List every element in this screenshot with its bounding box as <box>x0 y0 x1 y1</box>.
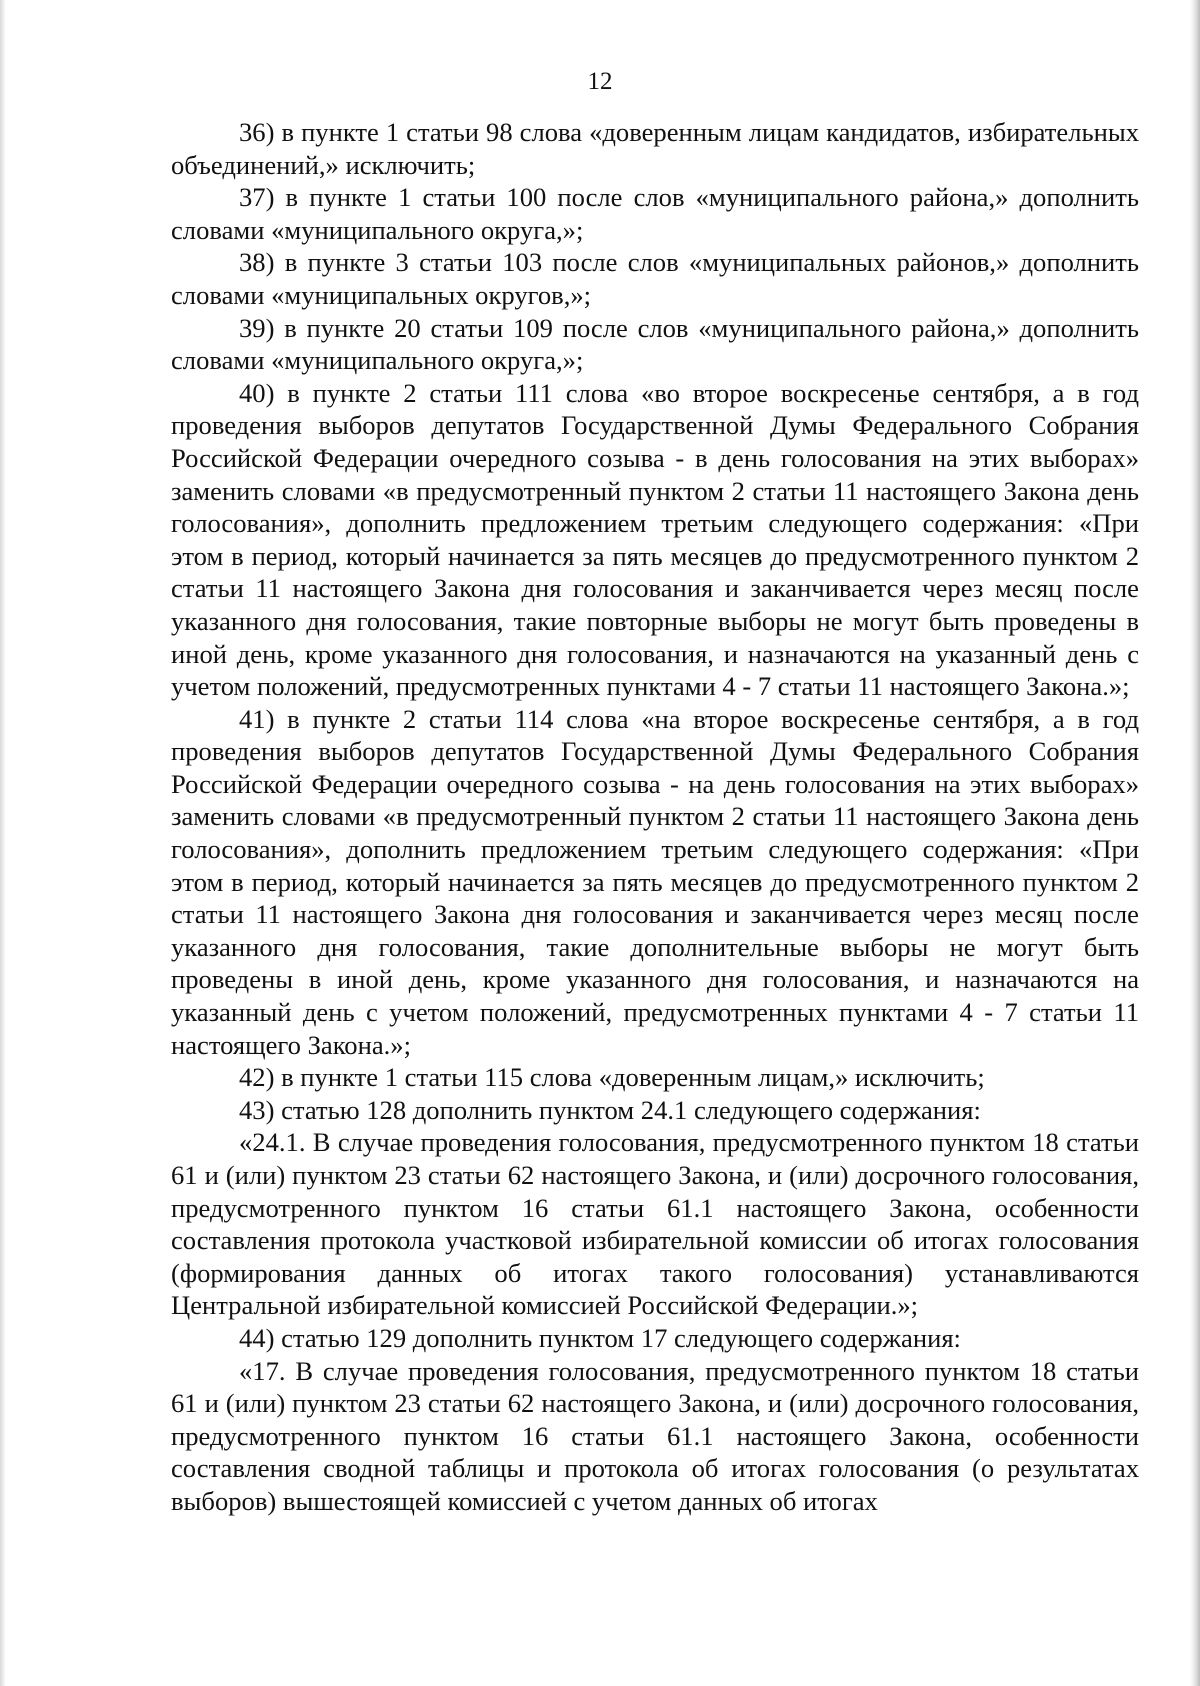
paragraph-36: 36) в пункте 1 статьи 98 слова «доверенным лицам кандидатов, избирательных объединений,» исключить; <box>171 117 1139 180</box>
document-body <box>171 116 1139 1518</box>
paragraph-42: 42) в пункте 1 статьи 115 слова «доверенным лицам,» исключить; <box>239 1062 985 1093</box>
paragraph-43-quote: «24.1. В случае проведения голосования, предусмотренного пунктом 18 статьи 61 и (или) пунктом 23 статьи 62 настоящего Закона, и (или) досрочного голосования, предусмотренного пунктом 16 статьи 61.1 настоящего Закона, особенности составления протокола участковой избирательной комиссии об итогах голосования (формирования данных об итогах такого голосования) устанавливаются Центральной избирательной комиссией Российской Федерации.»; <box>171 1127 1139 1321</box>
paragraph-41: 41) в пункте 2 статьи 114 слова «на второе воскресенье сентября, а в год проведения выборов депутатов Государственной Думы Федерального Собрания Российской Федерации очередного созыва - на день голосования на этих выборах» заменить словами «в предусмотренный пунктом 2 статьи 11 настоящего Закона день голосования», дополнить предложением третьим следующего содержания: «При этом в период, который начинается за пять месяцев до предусмотренного пунктом 2 статьи 11 настоящего Закона дня голосования и заканчивается через месяц после указанного дня голосования, такие дополнительные выборы не могут быть проведены в иной день, кроме указанного дня голосования, и назначаются на указанный день с учетом положений, предусмотренных пунктами 4 - 7 статьи 11 настоящего Закона.»; <box>171 703 1139 1060</box>
scan-edge-right <box>1190 0 1200 1686</box>
paragraph-40: 40) в пункте 2 статьи 111 слова «во второе воскресенье сентября, а в год проведения выборов депутатов Государственной Думы Федерального Собрания Российской Федерации очередного созыва - в день голосования на этих выборах» заменить словами «в предусмотренный пунктом 2 статьи 11 настоящего Закона день голосования», дополнить предложением третьим следующего содержания: «При этом в период, который начинается за пять месяцев до предусмотренного пунктом 2 статьи 11 настоящего Закона дня голосования и заканчивается через месяц после указанного дня голосования, такие повторные выборы не могут быть проведены в иной день, кроме указанного дня голосования, и назначаются на указанный день с учетом положений, предусмотренных пунктами 4 - 7 статьи 11 настоящего Закона.»; <box>171 377 1139 702</box>
page-number: 12 <box>587 68 613 95</box>
paragraph-44: 44) статью 129 дополнить пунктом 17 следующего содержания: <box>239 1322 961 1353</box>
paragraph-38: 38) в пункте 3 статьи 103 после слов «муниципальных районов,» дополнить словами «муниципальных округов,»; <box>171 247 1139 310</box>
paragraph-44-quote: «17. В случае проведения голосования, предусмотренного пунктом 18 статьи 61 и (или) пунктом 23 статьи 62 настоящего Закона, и (или) досрочного голосования, предусмотренного пунктом 16 статьи 61.1 настоящего Закона, особенности составления сводной таблицы и протокола об итогах голосования (о результатах выборов) вышестоящей комиссией с учетом данных об итогах <box>171 1355 1139 1516</box>
paragraph-43: 43) статью 128 дополнить пунктом 24.1 следующего содержания: <box>239 1094 981 1125</box>
paragraph-39: 39) в пункте 20 статьи 109 после слов «муниципального района,» дополнить словами «муниципального округа,»; <box>171 312 1139 376</box>
scan-edge-left <box>0 0 6 1686</box>
paragraph-37: 37) в пункте 1 статьи 100 после слов «муниципального района,» дополнить словами «муниципального округа,»; <box>171 182 1139 245</box>
